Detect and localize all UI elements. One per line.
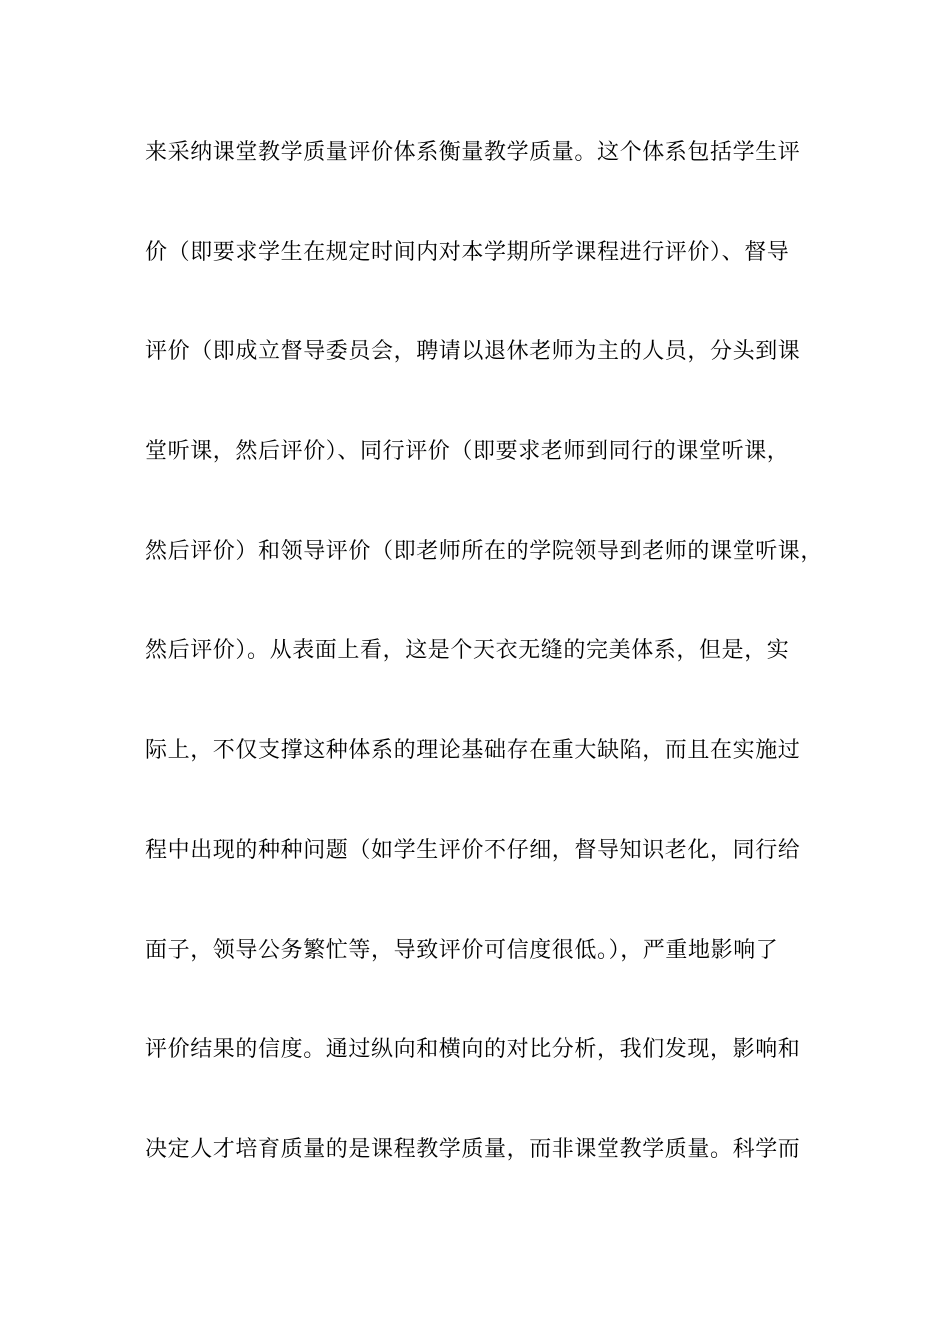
text-line: 面子，领导公务繁忙等，导致评价可信度很低。），严重地影响了 [145, 937, 779, 963]
text-line: 决定人才培育质量的是课程教学质量，而非课堂教学质量。科学而 [145, 1136, 801, 1162]
text-line: 际上，不仅支撑这种体系的理论基础存在重大缺陷，而且在实施过 [145, 738, 801, 764]
text-line: 来采纳课堂教学质量评价体系衡量教学质量。这个体系包括学生评 [145, 140, 801, 165]
text-line: 然后评价）和领导评价（即老师所在的学院领导到老师的课堂听课， [145, 538, 824, 564]
text-line: 程中出现的种种问题（如学生评价不仔细，督导知识老化，同行给 [145, 837, 801, 863]
text-line: 堂听课，然后评价）、同行评价（即要求老师到同行的课堂听课， [145, 439, 790, 465]
text-line: 价（即要求学生在规定时间内对本学期所学课程进行评价）、督导 [145, 239, 790, 265]
text-line: 评价（即成立督导委员会，聘请以退休老师为主的人员，分头到课 [145, 339, 801, 365]
text-line: 然后评价）。从表面上看，这是个天衣无缝的完美体系，但是，实 [145, 638, 790, 664]
text-line: 评价结果的信度。通过纵向和横向的对比分析，我们发现，影响和 [145, 1037, 801, 1063]
document-body [145, 131, 835, 1228]
